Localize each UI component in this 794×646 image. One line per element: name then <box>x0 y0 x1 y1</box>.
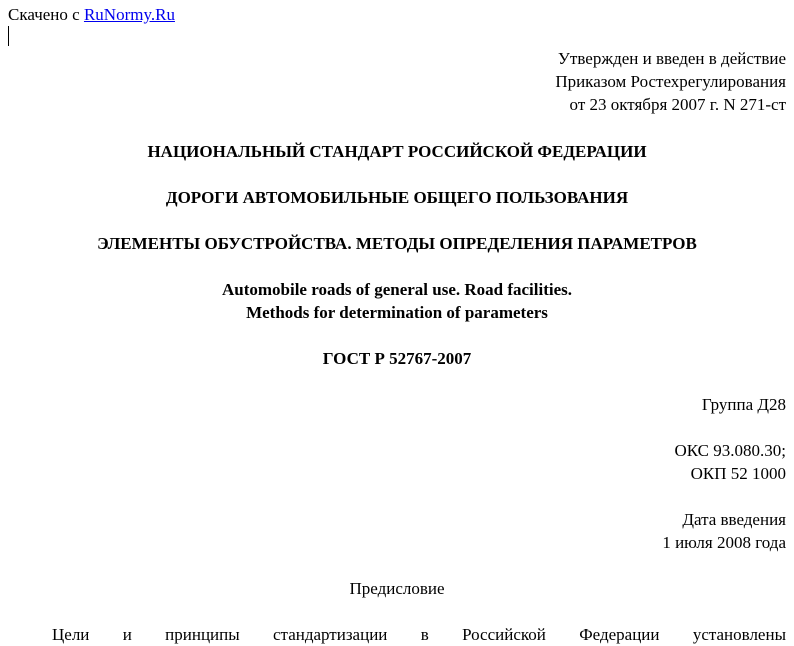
source-line <box>8 3 175 26</box>
introduction-date-block <box>662 508 786 554</box>
classification-codes <box>674 439 786 485</box>
preface-heading: Предисловие <box>349 579 445 598</box>
approval-line-3: от 23 октября 2007 г. N 271-ст <box>569 95 786 114</box>
english-title <box>0 278 794 324</box>
english-title-line-1: Automobile roads of general use. Road facilities. <box>221 280 573 299</box>
oks-code: ОКС 93.080.30; <box>674 441 786 460</box>
national-standard-title: НАЦИОНАЛЬНЫЙ СТАНДАРТ РОССИЙСКОЙ ФЕДЕРАЦИИ <box>147 142 647 161</box>
source-link[interactable]: RuNormy.Ru <box>83 5 175 24</box>
text-cursor <box>8 26 9 46</box>
source-prefix: Скачено с <box>8 5 84 24</box>
okp-code: ОКП 52 1000 <box>690 464 786 483</box>
gost-number: ГОСТ Р 52767-2007 <box>322 349 472 368</box>
roads-title: ДОРОГИ АВТОМОБИЛЬНЫЕ ОБЩЕГО ПОЛЬЗОВАНИЯ <box>165 188 629 207</box>
english-title-line-2: Methods for determination of parameters <box>246 303 548 322</box>
elements-title: ЭЛЕМЕНТЫ ОБУСТРОЙСТВА. МЕТОДЫ ОПРЕДЕЛЕНИЯ ПАРАМЕТРОВ <box>97 234 697 253</box>
introduction-date-label: Дата введения <box>682 510 786 529</box>
approval-block <box>555 47 786 116</box>
preface-first-line: Цели и принципы стандартизации в Российской Федерации установлены <box>52 625 786 644</box>
introduction-date-value: 1 июля 2008 года <box>662 533 786 552</box>
approval-line-2: Приказом Ростехрегулирования <box>555 72 786 91</box>
group-code: Группа Д28 <box>701 395 786 414</box>
approval-line-1: Утвержден и введен в действие <box>557 49 786 68</box>
